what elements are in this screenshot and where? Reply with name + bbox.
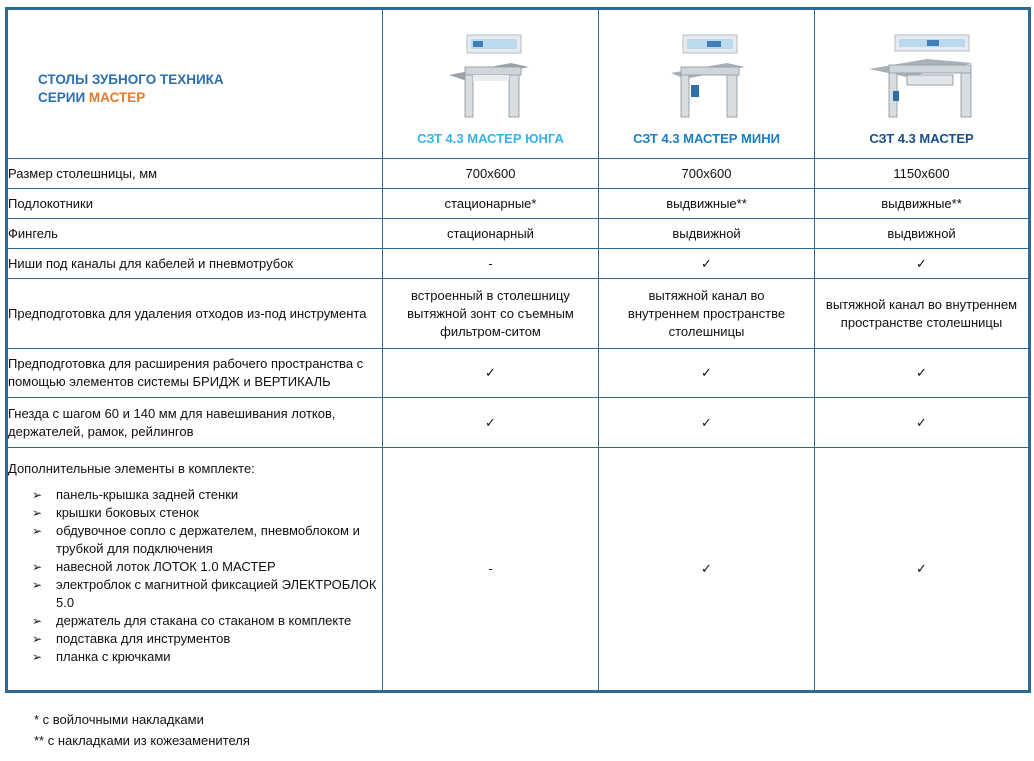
arrow-bullet-icon: ➢ [32,506,43,520]
product-cell-yunga [383,9,599,159]
cell-value: 700х600 [383,159,599,189]
check-mark: ✓ [815,448,1030,692]
cell-value: вытяжной канал во внутреннем пространстве столешницы [815,279,1030,349]
check-mark: ✓ [815,398,1030,448]
product-name-master: СЗТ 4.3 МАСТЕР [869,131,974,146]
cell-value: стационарный [383,219,599,249]
comparison-table [5,7,1031,693]
list-item [32,612,382,630]
check-mark: ✓ [599,349,815,398]
row-label: Предподготовка для расширения рабочего пространства с помощью элементов системы БРИДЖ и ВЕРТИКАЛЬ [7,349,383,398]
cell-value: встроенный в столешницу вытяжной зонт со съемным фильтром-ситом [383,279,599,349]
list-item [32,504,382,522]
row-label: Размер столешницы, мм [7,159,383,189]
title-prefix: СЕРИИ [38,90,89,105]
check-mark: ✓ [599,448,815,692]
extras-heading: Дополнительные элементы в комплекте: [8,461,255,476]
arrow-bullet-icon: ➢ [32,614,43,628]
arrow-bullet-icon: ➢ [32,560,43,574]
cell-value: - [383,448,599,692]
check-mark: ✓ [599,249,815,279]
footnote-1: * с войлочными накладками [34,712,204,727]
list-item-text: панель-крышка задней стенки [56,487,239,502]
arrow-bullet-icon: ➢ [32,578,43,592]
check-mark: ✓ [383,398,599,448]
cell-value: вытяжной канал во внутреннем пространстве столешницы [599,279,815,349]
desk-master-image [867,33,977,121]
arrow-bullet-icon: ➢ [32,650,43,664]
table-row [7,189,1030,219]
title-accent: МАСТЕР [88,90,146,105]
list-item-text: крышки боковых стенок [56,505,199,520]
cell-value: 1150х600 [815,159,1030,189]
check-mark: ✓ [815,349,1030,398]
footnote-2: ** с накладками из кожезаменителя [34,733,250,748]
table-title-cell [7,9,383,159]
cell-value: стационарные* [383,189,599,219]
cell-value: выдвижные** [599,189,815,219]
table-row [7,279,1030,349]
list-item-text: навесной лоток ЛОТОК 1.0 МАСТЕР [56,559,276,574]
product-cell-mini [599,9,815,159]
arrow-bullet-icon: ➢ [32,632,43,646]
row-label: Предподготовка для удаления отходов из-под инструмента [7,279,383,349]
check-mark: ✓ [599,398,815,448]
list-item [32,576,382,612]
list-item-text: подставка для инструментов [56,631,231,646]
list-item [32,648,382,666]
check-mark: ✓ [815,249,1030,279]
product-cell-master [815,9,1030,159]
product-name-yunga: СЗТ 4.3 МАСТЕР ЮНГА [417,131,564,146]
row-label: Гнезда с шагом 60 и 140 мм для навешивания лотков, держателей, рамок, рейлингов [7,398,383,448]
table-row [7,159,1030,189]
list-item-text: держатель для стакана со стаканом в комплекте [56,613,352,628]
list-item-text: обдувочное сопло с держателем, пневмоблоком и трубкой для подключения [56,523,360,556]
list-item-text: планка с крючками [56,649,171,664]
product-name-mini: СЗТ 4.3 МАСТЕР МИНИ [633,131,780,146]
desk-yunga-image [445,33,537,121]
arrow-bullet-icon: ➢ [32,488,43,502]
header-row [7,9,1030,159]
cell-value: выдвижные** [815,189,1030,219]
arrow-bullet-icon: ➢ [32,524,43,538]
title-line-2 [38,89,382,107]
list-item [32,630,382,648]
table-row [7,249,1030,279]
table-title [8,61,382,107]
desk-mini-image [661,33,753,121]
table-row [7,219,1030,249]
extras-label-cell [7,448,383,692]
row-label: Фингель [7,219,383,249]
cell-value: - [383,249,599,279]
list-item-text: электроблок с магнитной фиксацией ЭЛЕКТРОБЛОК 5.0 [56,577,377,610]
extras-row [7,448,1030,692]
list-item [32,558,382,576]
extras-list [8,486,382,666]
table-row [7,349,1030,398]
cell-value: 700х600 [599,159,815,189]
title-line-1: СТОЛЫ ЗУБНОГО ТЕХНИКА [38,72,224,87]
row-label: Подлокотники [7,189,383,219]
cell-value: выдвижной [599,219,815,249]
list-item [32,522,382,558]
row-label: Ниши под каналы для кабелей и пневмотрубок [7,249,383,279]
list-item [32,486,382,504]
table-row [7,398,1030,448]
check-mark: ✓ [383,349,599,398]
cell-value: выдвижной [815,219,1030,249]
